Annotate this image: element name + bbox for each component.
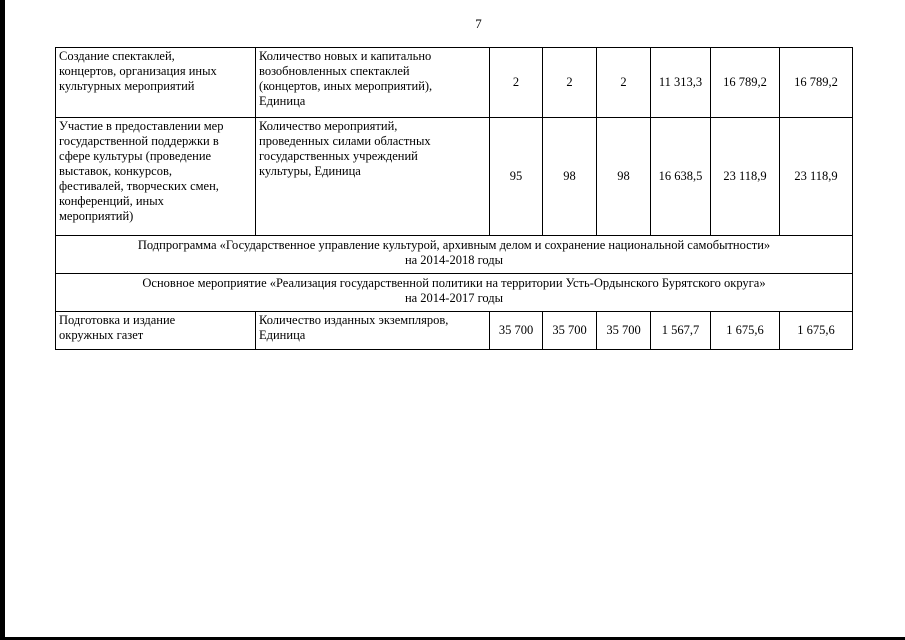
- main-event-heading: [56, 274, 853, 312]
- event-name-cell: [56, 48, 256, 118]
- subprogram-row: [56, 236, 853, 274]
- event-name-cell: [56, 312, 256, 350]
- value-cell: 95: [490, 118, 543, 236]
- value-cell: 23 118,9: [780, 118, 853, 236]
- value-cell: 16 789,2: [711, 48, 780, 118]
- budget-table: [55, 47, 853, 350]
- subprogram-period: на 2014-2018 годы: [404, 253, 504, 267]
- event-name-line: концертов, организация иных: [59, 64, 217, 78]
- value-cell: 11 313,3: [651, 48, 711, 118]
- table-row: [56, 48, 853, 118]
- indicator-cell: [256, 118, 490, 236]
- event-name-line: фестивалей, творческих смен,: [59, 179, 219, 193]
- main-event-period: на 2014-2017 годы: [404, 291, 504, 305]
- indicator-line: возобновленных спектаклей: [259, 64, 410, 78]
- value-cell: 1 567,7: [651, 312, 711, 350]
- subprogram-heading: [56, 236, 853, 274]
- event-name-line: мероприятий): [59, 209, 134, 223]
- indicator-line: Количество новых и капитально: [259, 49, 432, 63]
- value-cell: 16 638,5: [651, 118, 711, 236]
- value-cell: 1 675,6: [780, 312, 853, 350]
- indicator-line: государственных учреждений: [259, 149, 418, 163]
- value-cell: 35 700: [543, 312, 597, 350]
- indicator-line: Количество изданных экземпляров,: [259, 313, 449, 327]
- value-cell: 23 118,9: [711, 118, 780, 236]
- value-cell: 1 675,6: [711, 312, 780, 350]
- event-name-cell: [56, 118, 256, 236]
- table-row: [56, 312, 853, 350]
- page-number: 7: [475, 16, 482, 31]
- value-cell: 2: [597, 48, 651, 118]
- event-name-line: государственной поддержки в: [59, 134, 219, 148]
- event-name-line: конференций, иных: [59, 194, 164, 208]
- indicator-line: Количество мероприятий,: [259, 119, 398, 133]
- indicator-line: Единица: [259, 328, 306, 342]
- value-cell: 16 789,2: [780, 48, 853, 118]
- scan-left-edge: [0, 0, 5, 640]
- value-cell: 98: [597, 118, 651, 236]
- indicator-line: (концертов, иных мероприятий),: [259, 79, 433, 93]
- value-cell: 98: [543, 118, 597, 236]
- event-name-line: сфере культуры (проведение: [59, 149, 212, 163]
- event-name-line: Создание спектаклей,: [59, 49, 175, 63]
- subprogram-title: Подпрограмма «Государственное управление культурой, архивным делом и сохранение национальной самобытности»: [137, 238, 771, 252]
- event-name-line: окружных газет: [59, 328, 144, 342]
- indicator-cell: [256, 312, 490, 350]
- indicator-line: Единица: [259, 94, 306, 108]
- indicator-line: культуры, Единица: [259, 164, 361, 178]
- value-cell: 2: [543, 48, 597, 118]
- event-name-line: культурных мероприятий: [59, 79, 195, 93]
- value-cell: 2: [490, 48, 543, 118]
- value-cell: 35 700: [597, 312, 651, 350]
- main-event-title: Основное мероприятие «Реализация государственной политики на территории Усть-Ордынского Бурятского округа»: [142, 276, 766, 290]
- indicator-line: проведенных силами областных: [259, 134, 431, 148]
- event-name-line: выставок, конкурсов,: [59, 164, 173, 178]
- event-name-line: Участие в предоставлении мер: [59, 119, 224, 133]
- value-cell: 35 700: [490, 312, 543, 350]
- indicator-cell: [256, 48, 490, 118]
- event-name-line: Подготовка и издание: [59, 313, 176, 327]
- table-row: [56, 118, 853, 236]
- main-event-row: [56, 274, 853, 312]
